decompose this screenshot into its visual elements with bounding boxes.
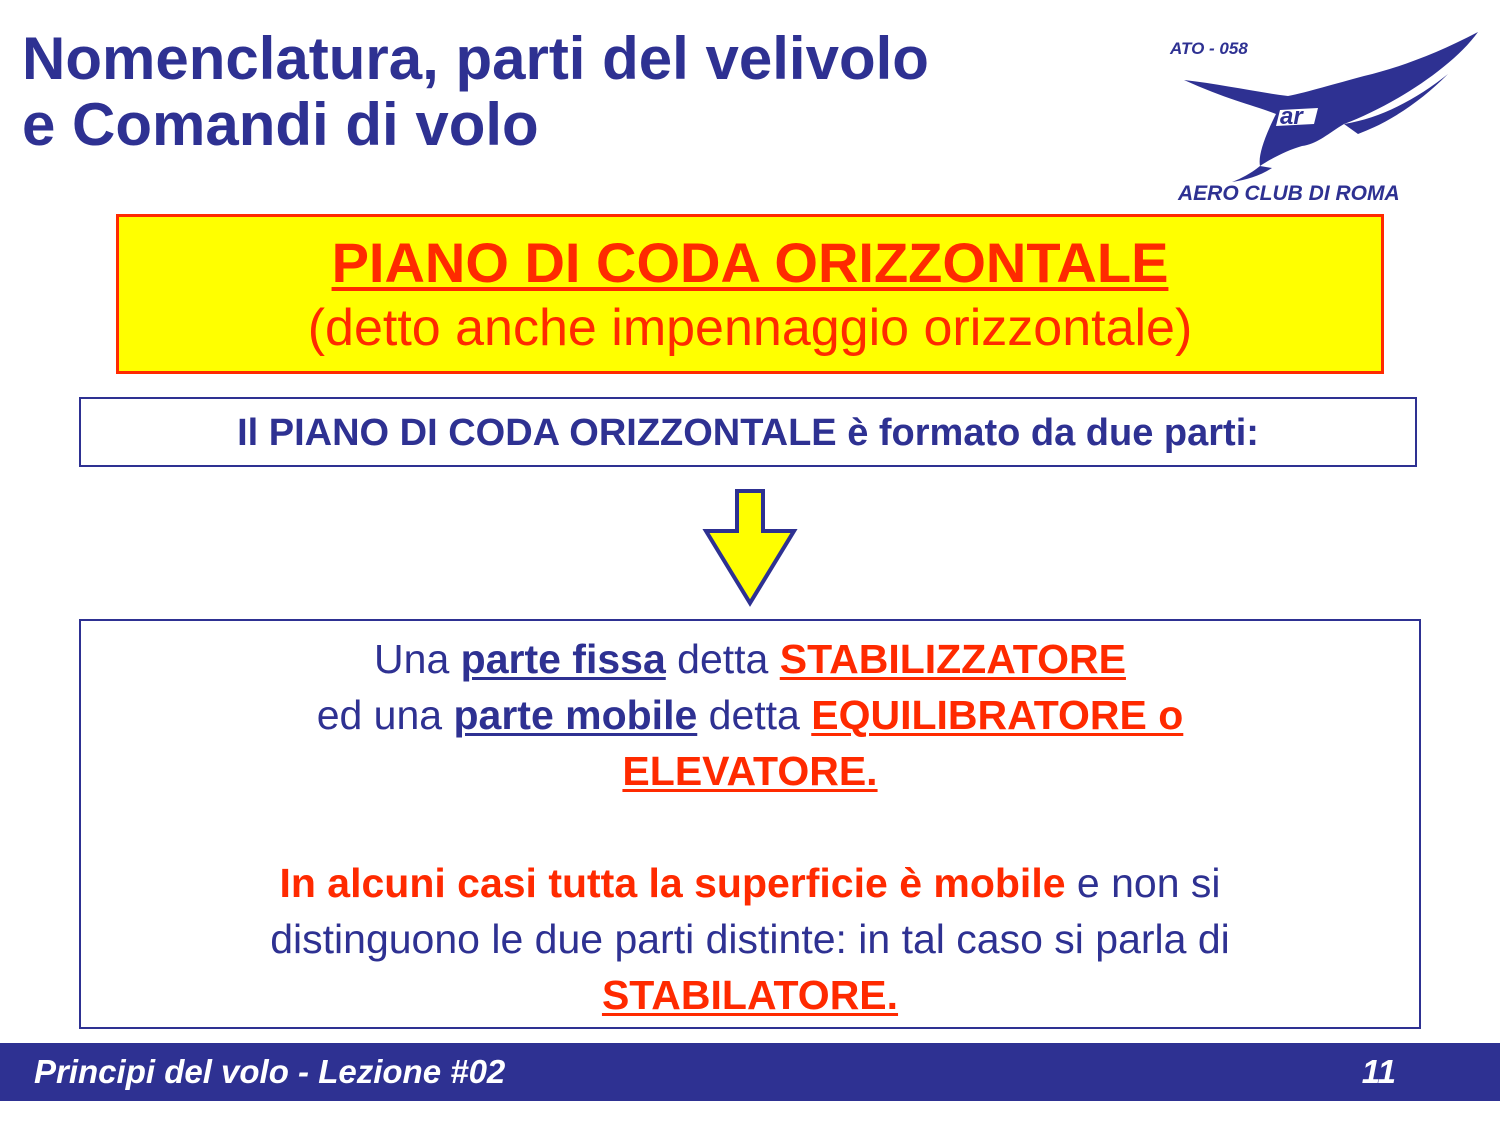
footer-page-number: 11 [1361, 1053, 1396, 1090]
text-detta-1: detta [665, 636, 780, 682]
logo-name-text: AERO CLUB DI ROMA [1178, 182, 1400, 205]
text-una: Una [374, 636, 461, 682]
text-ed-una: ed una [316, 692, 454, 738]
term-parte-mobile: parte mobile [453, 692, 698, 738]
footer-bar [0, 1043, 1500, 1101]
logo-code-text: ATO - 058 [1170, 39, 1248, 58]
aero-club-logo [1168, 28, 1486, 210]
term-stabilatore: STABILATORE. [601, 972, 899, 1018]
content-line-3 [81, 743, 1419, 799]
highlight-box [116, 214, 1384, 374]
content-line-4 [81, 855, 1419, 911]
content-line-1 [81, 631, 1419, 687]
content-line-5: distinguono le due parti distinte: in tal caso si parla di [270, 916, 1230, 962]
content-line-6 [81, 967, 1419, 1023]
text-detta-2: detta [697, 692, 812, 738]
slide-title [22, 26, 1102, 158]
term-parte-fissa: parte fissa [460, 636, 666, 682]
text-non-si: e non si [1065, 860, 1221, 906]
highlight-subheading: (detto anche impennaggio orizzontale) [307, 299, 1193, 357]
term-equilibratore: EQUILIBRATORE o [811, 692, 1184, 738]
content-box [79, 619, 1421, 1029]
text-emphasis-mobile: In alcuni casi tutta la superficie è mobile [279, 860, 1066, 906]
content-line-2 [81, 687, 1419, 743]
slide-title-line-2: e Comandi di volo [22, 91, 539, 158]
highlight-heading: PIANO DI CODA ORIZZONTALE [331, 231, 1169, 294]
footer-lesson-title: Principi del volo - Lezione #02 [34, 1053, 506, 1090]
statement-box: Il PIANO DI CODA ORIZZONTALE è formato da due parti: [79, 397, 1417, 467]
term-stabilizzatore: STABILIZZATORE [779, 636, 1126, 682]
logo-initials-text: ar [1280, 103, 1303, 130]
term-elevatore: ELEVATORE. [622, 748, 878, 794]
down-arrow-icon [700, 487, 800, 609]
content-spacer [81, 799, 1419, 855]
slide-title-line-1: Nomenclatura, parti del velivolo [22, 25, 929, 92]
